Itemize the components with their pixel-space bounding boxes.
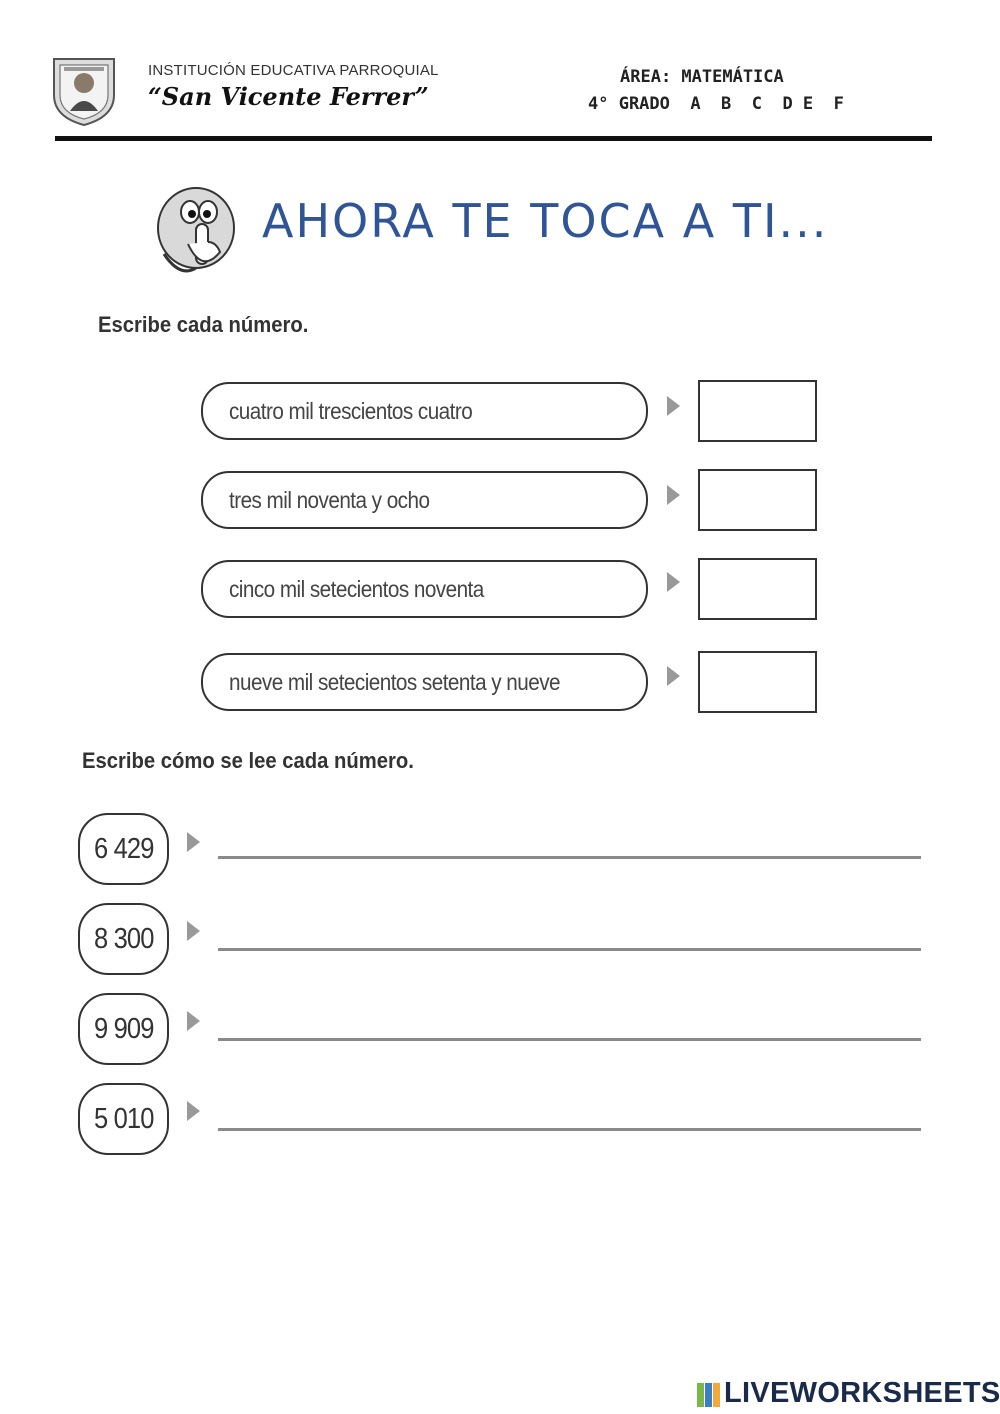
answer-line[interactable] <box>218 856 921 859</box>
number-value: 8 300 <box>93 922 154 955</box>
number-words-text: tres mil noventa y ocho <box>229 486 430 513</box>
number-words-text: cinco mil setecientos noventa <box>229 575 484 602</box>
part1-heading: Escribe cada número. <box>98 312 309 337</box>
number-value: 5 010 <box>93 1102 154 1135</box>
grade-sections: 4° GRADO A B C D E F <box>588 94 844 114</box>
thinking-face-icon <box>150 182 245 282</box>
school-crest-icon <box>50 55 118 127</box>
number-words-pill <box>201 382 648 440</box>
number-answer-box[interactable] <box>698 469 817 531</box>
number-answer-box[interactable] <box>698 558 817 620</box>
number-words-text: nueve mil setecientos setenta y nueve <box>229 668 560 695</box>
number-pill <box>78 903 169 975</box>
number-words-pill <box>201 560 648 618</box>
number-answer-box[interactable] <box>698 380 817 442</box>
number-answer-box[interactable] <box>698 651 817 713</box>
number-pill <box>78 813 169 885</box>
answer-line[interactable] <box>218 948 921 951</box>
arrow-right-icon <box>187 1011 200 1031</box>
arrow-right-icon <box>667 396 680 416</box>
number-value: 9 909 <box>93 1012 154 1045</box>
answer-line[interactable] <box>218 1038 921 1041</box>
arrow-right-icon <box>667 572 680 592</box>
institution-name: INSTITUCIÓN EDUCATIVA PARROQUIAL <box>148 62 439 79</box>
number-pill <box>78 993 169 1065</box>
arrow-right-icon <box>187 921 200 941</box>
liveworksheets-logo[interactable]: LIVEWORKSHEETS <box>724 1377 1000 1409</box>
arrow-right-icon <box>667 485 680 505</box>
number-words-pill <box>201 653 648 711</box>
number-words-text: cuatro mil trescientos cuatro <box>229 397 473 424</box>
answer-line[interactable] <box>218 1128 921 1131</box>
number-words-pill <box>201 471 648 529</box>
number-pill <box>78 1083 169 1155</box>
arrow-right-icon <box>187 1101 200 1121</box>
part2-heading: Escribe cómo se lee cada número. <box>82 748 414 773</box>
liveworksheets-logo-icon <box>697 1383 721 1407</box>
header-divider <box>55 136 932 141</box>
arrow-right-icon <box>667 666 680 686</box>
arrow-right-icon <box>187 832 200 852</box>
institution-subtitle: “San Vicente Ferrer” <box>148 82 429 111</box>
worksheet-title: AHORA TE TOCA A TI... <box>262 194 829 248</box>
subject-area: ÁREA: MATEMÁTICA <box>620 67 784 87</box>
number-value: 6 429 <box>93 832 154 865</box>
